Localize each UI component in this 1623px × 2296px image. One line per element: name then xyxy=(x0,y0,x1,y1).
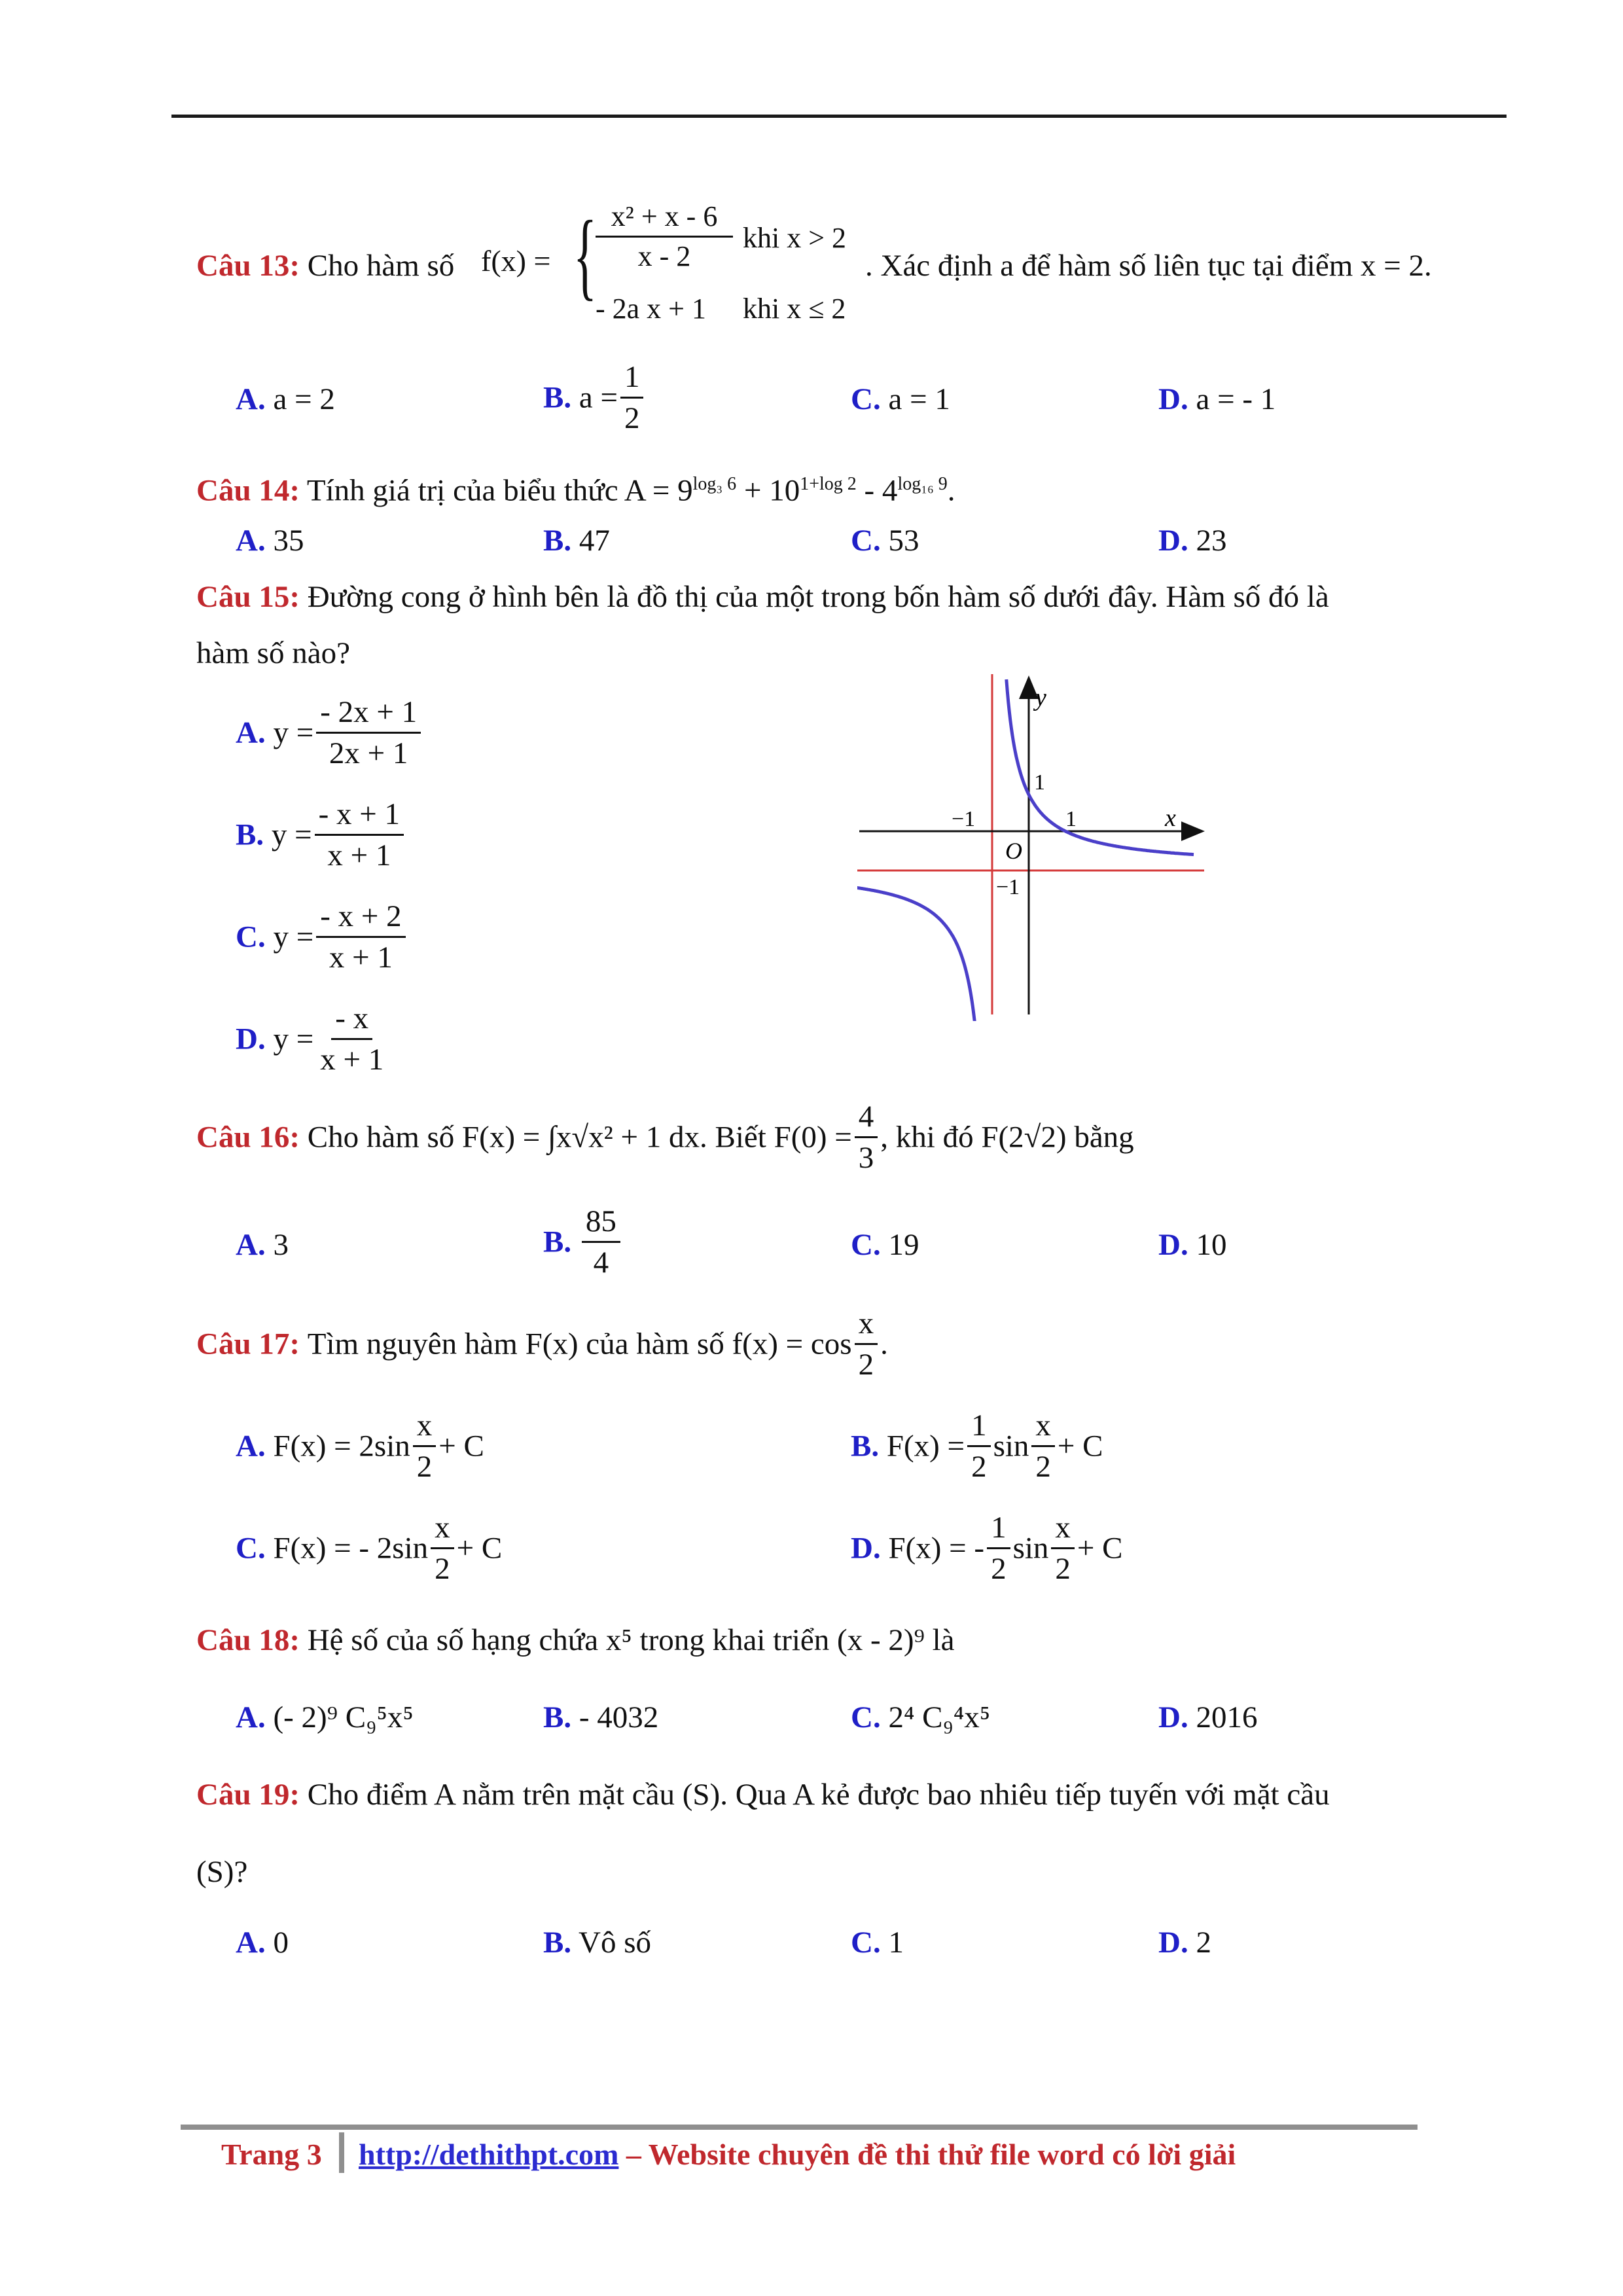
option-letter: B. xyxy=(543,1225,572,1259)
option-prefix: y = xyxy=(271,817,312,852)
fraction-denominator: 2 xyxy=(624,401,640,435)
option-text: 47 xyxy=(579,524,610,558)
fraction-denominator: 3 xyxy=(858,1141,874,1175)
function-graph xyxy=(857,674,1211,1021)
fraction-numerator: - x + 1 xyxy=(315,796,404,836)
fraction-numerator: x xyxy=(855,1305,878,1345)
option-d[interactable] xyxy=(1158,522,1226,559)
question-text-line2: (S)? xyxy=(196,1855,248,1889)
option-c[interactable] xyxy=(851,1924,904,1961)
option-letter: D. xyxy=(236,1022,266,1056)
fraction-denominator: x + 1 xyxy=(329,941,393,975)
option-letter: D. xyxy=(1158,382,1188,416)
option-letter: B. xyxy=(543,380,572,415)
option-c[interactable] xyxy=(236,1509,502,1587)
fraction-denominator: 4 xyxy=(593,1246,609,1280)
term-2: + 10 xyxy=(736,473,800,508)
option-prefix: y = xyxy=(273,1022,314,1056)
option-a[interactable] xyxy=(236,1699,414,1736)
question-16 xyxy=(196,1098,1134,1176)
fraction-numerator: 1 xyxy=(967,1407,991,1447)
option-b[interactable] xyxy=(543,359,646,437)
footer-separator xyxy=(339,2132,344,2173)
question-13 xyxy=(196,247,454,284)
fraction-denominator: 2 xyxy=(1055,1552,1071,1586)
option-letter: A. xyxy=(236,1228,266,1262)
option-letter: C. xyxy=(851,1228,881,1262)
option-text: 1 xyxy=(888,1926,904,1960)
option-b[interactable] xyxy=(236,796,406,874)
piecewise-brace: { xyxy=(573,201,597,310)
option-d[interactable] xyxy=(1158,381,1275,418)
option-c[interactable] xyxy=(236,898,408,976)
fraction-denominator: 2 xyxy=(416,1450,433,1484)
case2-expression: - 2a x + 1 xyxy=(596,293,706,325)
option-b[interactable] xyxy=(543,1699,658,1736)
tick-y-pos: 1 xyxy=(1034,770,1045,795)
option-letter: C. xyxy=(236,920,266,954)
period: . xyxy=(880,1327,888,1361)
option-text: 53 xyxy=(888,524,919,558)
option-prefix: y = xyxy=(273,920,314,954)
option-mid: sin xyxy=(993,1429,1029,1463)
fraction-numerator: 1 xyxy=(987,1509,1010,1549)
question-label: Câu 13: xyxy=(196,249,300,283)
question-15 xyxy=(196,579,1329,615)
footer-link-row xyxy=(359,2137,1236,2172)
fraction-numerator: - x + 2 xyxy=(316,898,405,938)
case1-denominator: x - 2 xyxy=(637,240,691,272)
question-label: Câu 15: xyxy=(196,580,300,614)
footer xyxy=(221,2137,322,2172)
fraction-numerator: 85 xyxy=(582,1203,620,1243)
option-letter: A. xyxy=(236,1429,266,1463)
fraction-denominator: 2 xyxy=(1035,1450,1051,1484)
question-text-cont: . Xác định a để hàm số liên tục tại điểm x = 2. xyxy=(865,249,1432,283)
option-a[interactable] xyxy=(236,694,423,772)
fraction-denominator: 2 xyxy=(971,1450,987,1484)
option-d[interactable] xyxy=(1158,1924,1211,1961)
option-letter: A. xyxy=(236,382,266,416)
option-letter: D. xyxy=(851,1531,881,1566)
question-label: Câu 17: xyxy=(196,1327,300,1361)
option-letter: B. xyxy=(543,1926,572,1960)
function-fx xyxy=(481,243,550,278)
option-a[interactable] xyxy=(236,381,335,418)
option-prefix: a = xyxy=(579,380,618,415)
option-text: 0 xyxy=(273,1926,289,1960)
option-b[interactable] xyxy=(851,1407,1103,1485)
fraction-numerator: 4 xyxy=(855,1098,878,1138)
fraction-denominator: 2x + 1 xyxy=(329,736,408,770)
question-text-cont: , khi đó F(2√2) bằng xyxy=(880,1120,1134,1155)
fraction-denominator: 2 xyxy=(991,1552,1007,1586)
question-18 xyxy=(196,1622,955,1659)
option-letter: A. xyxy=(236,715,266,750)
option-a[interactable] xyxy=(236,522,304,559)
option-text: - 4032 xyxy=(579,1700,659,1734)
option-text: a = - 1 xyxy=(1196,382,1276,416)
question-text: Hệ số của số hạng chứa x⁵ trong khai triển (x - 2)⁹ là xyxy=(307,1623,955,1657)
question-label: Câu 16: xyxy=(196,1120,300,1155)
term-3: - 4 xyxy=(856,473,898,508)
fraction-numerator: x xyxy=(413,1407,437,1447)
origin-label: O xyxy=(1005,838,1022,864)
website-link[interactable]: http://dethithpt.com xyxy=(359,2138,619,2171)
option-d[interactable] xyxy=(236,1000,390,1078)
option-suffix: + C xyxy=(456,1531,503,1566)
option-letter: D. xyxy=(1158,1700,1188,1734)
option-suffix: + C xyxy=(1077,1531,1123,1566)
option-prefix: y = xyxy=(273,715,314,750)
fraction-denominator: x + 1 xyxy=(320,1043,384,1077)
option-text: Vô số xyxy=(579,1926,651,1960)
fraction-numerator: 1 xyxy=(620,359,644,399)
option-prefix: F(x) = - 2sin xyxy=(273,1531,429,1566)
option-letter: D. xyxy=(1158,1228,1188,1262)
option-letter: D. xyxy=(1158,524,1188,558)
question-text: Cho hàm số F(x) = ∫x√x² + 1 dx. Biết F(0) = xyxy=(307,1120,852,1155)
fx-label: f(x) = xyxy=(481,244,551,278)
tick-y-neg: −1 xyxy=(996,875,1020,899)
option-a[interactable] xyxy=(236,1227,289,1263)
footer-rule xyxy=(181,2125,1418,2130)
option-b[interactable] xyxy=(543,1203,623,1281)
option-c[interactable] xyxy=(851,1227,919,1263)
case1-numerator: x² + x - 6 xyxy=(596,198,733,238)
option-letter: B. xyxy=(543,1700,572,1734)
option-c[interactable] xyxy=(851,522,919,559)
option-text: 2⁴ C₉⁴x⁵ xyxy=(888,1700,991,1734)
tick-x-neg: −1 xyxy=(952,807,976,831)
option-letter: A. xyxy=(236,1926,266,1960)
fraction-denominator: 2 xyxy=(858,1348,874,1382)
exponent-3: log₁₆ 9 xyxy=(897,474,948,494)
option-letter: C. xyxy=(851,524,881,558)
option-b[interactable] xyxy=(543,1924,651,1961)
question-text: Cho điểm A nằm trên mặt cầu (S). Qua A kẻ được bao nhiêu tiếp tuyến với mặt cầu xyxy=(307,1778,1330,1812)
header-rule xyxy=(171,115,1507,118)
case1-fraction xyxy=(596,198,733,276)
question-label: Câu 18: xyxy=(196,1623,300,1657)
option-text: (- 2)⁹ C₉⁵x⁵ xyxy=(273,1700,414,1734)
question-text: Cho hàm số xyxy=(307,249,455,283)
option-letter: C. xyxy=(236,1531,266,1566)
option-text: 2016 xyxy=(1196,1700,1258,1734)
option-text: 2 xyxy=(1196,1926,1211,1960)
question-text: Tính giá trị của biểu thức A = 9 xyxy=(306,473,693,508)
footer-tagline: – Website chuyên đề thi thử file word có lời giải xyxy=(618,2138,1236,2171)
fraction-numerator: x xyxy=(431,1509,454,1549)
option-text: 35 xyxy=(273,524,304,558)
option-text: a = 2 xyxy=(273,382,335,416)
option-suffix: + C xyxy=(1057,1429,1103,1463)
option-text: 3 xyxy=(273,1228,289,1262)
fraction-denominator: 2 xyxy=(435,1552,450,1586)
option-text: 23 xyxy=(1196,524,1227,558)
option-a[interactable] xyxy=(236,1924,289,1961)
option-b[interactable] xyxy=(543,522,610,559)
fraction-numerator: - x xyxy=(331,1000,372,1040)
option-letter: A. xyxy=(236,1700,266,1734)
question-19 xyxy=(196,1776,1330,1813)
option-prefix: F(x) = xyxy=(886,1429,965,1463)
option-c[interactable] xyxy=(851,1699,990,1736)
x-axis-label: x xyxy=(1165,804,1176,832)
case2-condition: khi x ≤ 2 xyxy=(743,293,846,325)
exponent-2: 1+log 2 xyxy=(800,474,857,494)
option-letter: D. xyxy=(1158,1926,1188,1960)
option-mid: sin xyxy=(1012,1531,1049,1566)
question-text: Tìm nguyên hàm F(x) của hàm số f(x) = cos xyxy=(307,1327,852,1361)
option-text: 19 xyxy=(888,1228,919,1262)
option-d[interactable] xyxy=(1158,1227,1226,1263)
fraction-numerator: - 2x + 1 xyxy=(316,694,421,734)
case1-condition: khi x > 2 xyxy=(743,222,847,254)
option-letter: C. xyxy=(851,1926,881,1960)
fraction-numerator: x xyxy=(1051,1509,1075,1549)
period: . xyxy=(947,473,955,508)
y-axis-label: y xyxy=(1035,684,1046,711)
question-label: Câu 19: xyxy=(196,1778,300,1812)
option-a[interactable] xyxy=(236,1407,484,1485)
question-text: Đường cong ở hình bên là đồ thị của một trong bốn hàm số dưới đây. Hàm số đó là xyxy=(307,580,1329,614)
option-text: a = 1 xyxy=(888,382,950,416)
fraction-numerator: x xyxy=(1031,1407,1055,1447)
question-17 xyxy=(196,1305,888,1383)
option-c[interactable] xyxy=(851,381,950,418)
option-letter: B. xyxy=(236,817,264,852)
option-d[interactable] xyxy=(851,1509,1123,1587)
question-text-line2: hàm số nào? xyxy=(196,636,350,670)
question-14 xyxy=(196,466,955,509)
exponent-1: log₃ 6 xyxy=(692,474,737,494)
option-prefix: F(x) = 2sin xyxy=(273,1429,410,1463)
option-text: 10 xyxy=(1196,1228,1227,1262)
option-d[interactable] xyxy=(1158,1699,1257,1736)
option-letter: C. xyxy=(851,382,881,416)
question-label: Câu 14: xyxy=(196,473,300,508)
option-letter: B. xyxy=(543,524,572,558)
option-prefix: F(x) = - xyxy=(888,1531,985,1566)
option-letter: A. xyxy=(236,524,266,558)
tick-x-pos: 1 xyxy=(1065,807,1077,831)
page-number: Trang 3 xyxy=(221,2138,322,2171)
option-suffix: + C xyxy=(438,1429,484,1463)
option-letter: C. xyxy=(851,1700,881,1734)
fraction-denominator: x + 1 xyxy=(327,838,391,872)
option-letter: B. xyxy=(851,1429,880,1463)
curve-left-branch xyxy=(857,888,975,1021)
